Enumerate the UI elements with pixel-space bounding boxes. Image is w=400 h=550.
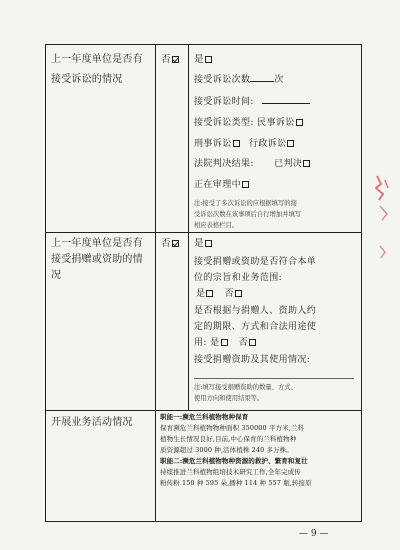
litigation-count-blank[interactable] bbox=[250, 81, 274, 82]
row-divider bbox=[45, 232, 362, 233]
row2-label-line1: 上一年度单位是否有 bbox=[51, 238, 143, 249]
admin-checkbox[interactable] bbox=[287, 140, 294, 147]
litigation-count-unit: 次 bbox=[274, 75, 284, 85]
activity-line-4: 质资源超过 3000 种,活体植株 240 多万株。 bbox=[160, 446, 293, 454]
column-divider bbox=[188, 44, 189, 410]
donation-purpose-question-line2: 位的宗旨和业务范围: bbox=[194, 273, 283, 283]
row2-label-line2: 接受捐赠或资助的情 bbox=[51, 254, 143, 265]
civil-label: 民事诉讼 bbox=[257, 118, 295, 128]
donation-usage-blank[interactable] bbox=[194, 378, 354, 379]
activity-line-2: 保育濒危兰科植物物种面积 350000 平方米,兰科 bbox=[160, 424, 305, 432]
donation-terms-answer bbox=[194, 339, 256, 348]
civil-checkbox[interactable] bbox=[296, 119, 303, 126]
row2-note-line2: 使用方向和使用结果等。 bbox=[194, 395, 264, 402]
row1-label-line2: 接受诉讼的情况 bbox=[51, 74, 123, 85]
row1-yes-checkbox[interactable] bbox=[205, 56, 212, 63]
verdict-label: 法院判决结果: bbox=[194, 159, 254, 169]
litigation-type-field-2 bbox=[194, 140, 294, 149]
row3-label: 开展业务活动情况 bbox=[51, 417, 133, 428]
litigation-count-field bbox=[194, 76, 284, 85]
column-divider bbox=[155, 44, 156, 410]
litigation-time-blank[interactable] bbox=[262, 103, 310, 104]
activity-line-3: 植物生长情况良好,目前,中心保育的兰科植物种 bbox=[160, 435, 297, 443]
activity-heading-1: 职能一:濒危兰科植物物种保育 bbox=[160, 413, 249, 421]
row2-no-option[interactable] bbox=[161, 239, 179, 249]
terms-yes-checkbox[interactable] bbox=[221, 339, 228, 346]
pending-checkbox[interactable] bbox=[242, 181, 249, 188]
admin-label: 行政诉讼 bbox=[248, 139, 287, 149]
seal-stamp-fragment-small bbox=[377, 244, 389, 260]
activity-line-6: 持续推进兰科植物组培技术研究工作,全年完成传 bbox=[160, 468, 301, 476]
judged-label: 已判决 bbox=[274, 159, 303, 169]
criminal-label: 刑事诉讼 bbox=[194, 139, 232, 149]
donation-purpose-question-line1: 接受捐赠或资助是否符合本单 bbox=[194, 257, 317, 267]
purpose-no-label: 否 bbox=[224, 289, 235, 299]
column-divider bbox=[155, 410, 156, 522]
litigation-time-label: 接受诉讼时间: bbox=[194, 97, 254, 107]
activity-line-5 bbox=[160, 458, 308, 465]
row1-no-label: 否 bbox=[161, 54, 171, 65]
row1-note-line2: 受诉讼次数在该事项后自行增加并填写 bbox=[194, 211, 302, 218]
row1-no-checkbox[interactable] bbox=[172, 56, 179, 63]
row1-no-option[interactable] bbox=[161, 55, 179, 65]
row2-note-line1: 注:填写接受捐赠资助的数量、方式、 bbox=[194, 384, 297, 391]
verdict-field bbox=[194, 160, 310, 169]
terms-yes-label: 是 bbox=[210, 338, 220, 348]
row2-yes-checkbox[interactable] bbox=[205, 240, 212, 247]
row1-label-line1: 上一年度单位是否有 bbox=[51, 54, 143, 65]
litigation-type-field bbox=[194, 119, 303, 128]
pending-field bbox=[194, 181, 249, 190]
row1-note-line3: 相应表格栏目。 bbox=[194, 222, 239, 229]
activity-line-1 bbox=[160, 414, 248, 421]
terms-no-checkbox[interactable] bbox=[249, 339, 256, 346]
seal-stamp-fragment bbox=[371, 174, 393, 224]
row2-no-label: 否 bbox=[161, 238, 171, 249]
row1-yes-option[interactable] bbox=[194, 55, 212, 65]
terms-no-label: 否 bbox=[238, 338, 249, 348]
purpose-yes-checkbox[interactable] bbox=[206, 290, 213, 297]
donation-usage-question: 接受捐赠资助及其使用情况: bbox=[194, 355, 311, 365]
pending-label: 正在审理中 bbox=[194, 180, 242, 190]
row2-yes-label: 是 bbox=[194, 238, 204, 249]
litigation-count-label: 接受诉讼次数 bbox=[194, 75, 251, 85]
row1-note-line1: 注:接受了多次诉讼的应根据填写的接 bbox=[194, 200, 297, 207]
donation-terms-question-line1: 是否根据与捐赠人、资助人约 bbox=[194, 306, 317, 316]
row1-yes-label: 是 bbox=[194, 54, 204, 65]
activity-heading-2: 职能二:濒危兰科植物物种资源的救护、繁育和复壮 bbox=[160, 457, 308, 465]
terms-use-label: 用: bbox=[194, 338, 207, 348]
row2-yes-option[interactable] bbox=[194, 239, 212, 249]
page-number: — 9 — bbox=[299, 529, 329, 539]
purpose-no-checkbox[interactable] bbox=[235, 290, 242, 297]
litigation-time-field bbox=[194, 98, 310, 107]
purpose-yes-label: 是 bbox=[196, 289, 206, 299]
judged-checkbox[interactable] bbox=[303, 160, 310, 167]
row2-no-checkbox[interactable] bbox=[172, 240, 179, 247]
donation-terms-question-line2: 定的期限、方式和合法用途使 bbox=[194, 322, 317, 332]
row-divider bbox=[45, 410, 362, 411]
activity-line-7: 粉传粉 150 种 595 朵,播种 114 种 557 瓶,转接原 bbox=[160, 479, 312, 487]
criminal-checkbox[interactable] bbox=[233, 140, 240, 147]
row2-label-line3: 况 bbox=[51, 270, 62, 281]
litigation-type-label: 接受诉讼类型: bbox=[194, 118, 254, 128]
donation-purpose-answer bbox=[196, 290, 242, 299]
